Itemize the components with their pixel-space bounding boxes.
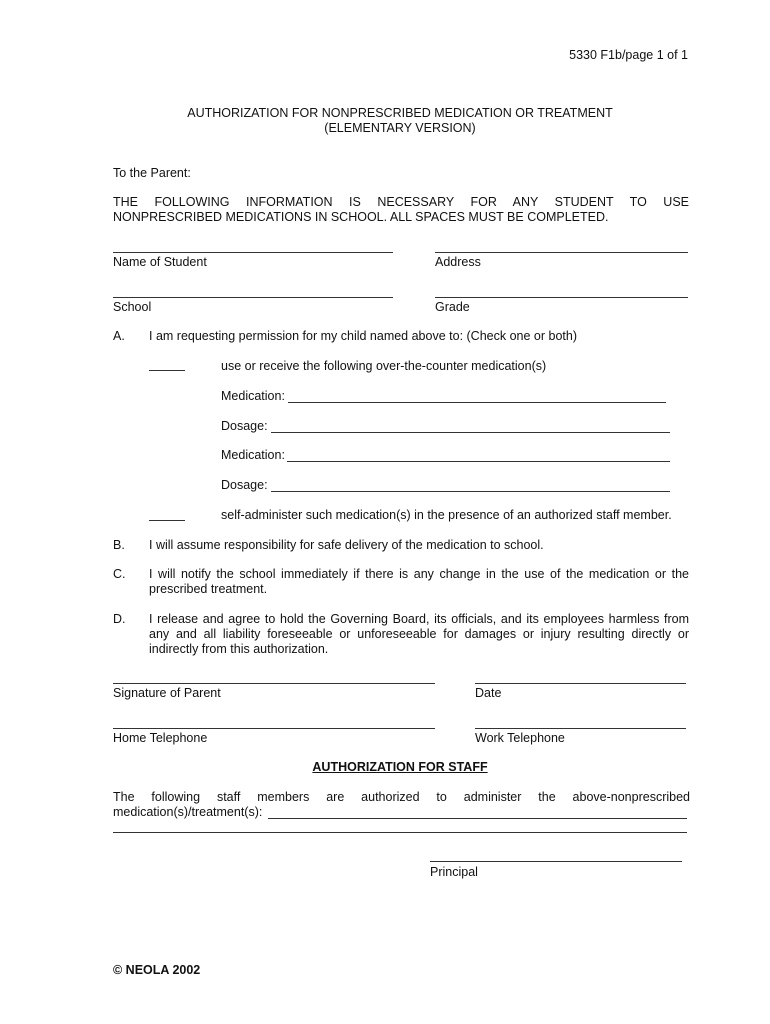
student-name-line[interactable] <box>113 252 393 253</box>
option-otc-checkbox-line[interactable] <box>149 370 185 371</box>
work-telephone-label: Work Telephone <box>475 731 565 745</box>
option-self-admin-text: self-administer such medication(s) in the presence of an authorized staff member. <box>221 508 672 522</box>
grade-label: Grade <box>435 300 470 314</box>
medication-2-label: Medication: <box>221 448 285 462</box>
principal-signature-line[interactable] <box>430 861 682 862</box>
student-name-label: Name of Student <box>113 255 207 269</box>
form-subtitle: (ELEMENTARY VERSION) <box>324 121 476 135</box>
section-a-text: I am requesting permission for my child named above to: (Check one or both) <box>149 329 577 343</box>
section-d-line-2: any and all liability foreseeable or unforeseeable for damages or injury resulting directly or <box>149 627 689 641</box>
section-d-line-1: I release and agree to hold the Governing Board, its officials, and its employees harmless from <box>149 612 689 626</box>
medication-2-field[interactable] <box>287 449 670 462</box>
medication-1-field[interactable] <box>288 390 666 403</box>
staff-names-field-1[interactable] <box>268 806 687 819</box>
principal-label: Principal <box>430 865 478 879</box>
option-self-admin-checkbox-line[interactable] <box>149 520 185 521</box>
section-d-line-3: indirectly from this authorization. <box>149 642 329 656</box>
dosage-1-label: Dosage: <box>221 419 268 433</box>
school-label: School <box>113 300 152 314</box>
dosage-1-field[interactable] <box>271 420 670 433</box>
section-c-line-2: prescribed treatment. <box>149 582 268 596</box>
greeting: To the Parent: <box>113 166 191 180</box>
dosage-2-label: Dosage: <box>221 478 268 492</box>
medication-1-label: Medication: <box>221 389 285 403</box>
home-telephone-label: Home Telephone <box>113 731 208 745</box>
staff-names-field-2[interactable] <box>113 832 687 833</box>
section-a-letter: A. <box>113 329 125 343</box>
parent-signature-label: Signature of Parent <box>113 686 221 700</box>
address-label: Address <box>435 255 481 269</box>
date-line[interactable] <box>475 683 686 684</box>
copyright-footer: © NEOLA 2002 <box>113 963 201 977</box>
option-otc-text: use or receive the following over-the-counter medication(s) <box>221 359 547 373</box>
staff-text-line-2: medication(s)/treatment(s): <box>113 805 263 819</box>
dosage-2-field[interactable] <box>271 479 670 492</box>
section-b-text: I will assume responsibility for safe delivery of the medication to school. <box>149 538 544 552</box>
parent-signature-line[interactable] <box>113 683 435 684</box>
section-c-line-1: I will notify the school immediately if there is any change in the use of the medication or the <box>149 567 689 581</box>
staff-text-line-1: The following staff members are authorized to administer the above-nonprescribed <box>113 790 690 804</box>
school-line[interactable] <box>113 297 393 298</box>
form-title: AUTHORIZATION FOR NONPRESCRIBED MEDICATION OR TREATMENT <box>187 106 613 120</box>
address-line[interactable] <box>435 252 688 253</box>
work-telephone-line[interactable] <box>475 728 686 729</box>
date-label: Date <box>475 686 502 700</box>
section-b-letter: B. <box>113 538 125 552</box>
notice-line-1: THE FOLLOWING INFORMATION IS NECESSARY FOR ANY STUDENT TO USE <box>113 195 689 209</box>
grade-line[interactable] <box>435 297 688 298</box>
staff-section-heading: AUTHORIZATION FOR STAFF <box>312 760 488 774</box>
section-d-letter: D. <box>113 612 126 626</box>
notice-line-2: NONPRESCRIBED MEDICATIONS IN SCHOOL. ALL SPACES MUST BE COMPLETED. <box>113 210 609 224</box>
section-c-letter: C. <box>113 567 126 581</box>
page-reference: 5330 F1b/page 1 of 1 <box>569 48 688 62</box>
home-telephone-line[interactable] <box>113 728 435 729</box>
